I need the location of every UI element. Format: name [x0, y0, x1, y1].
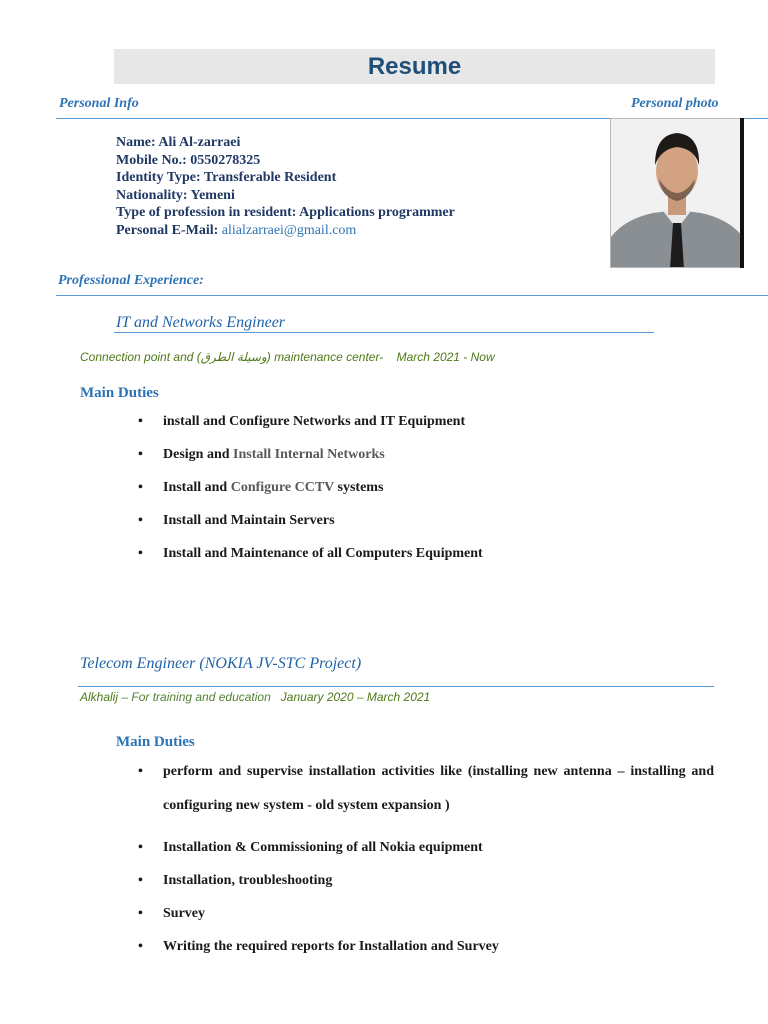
profession-line: Type of profession in resident: Applications programmer	[116, 205, 455, 220]
duty-text: Installation, troubleshooting	[163, 873, 333, 888]
duty-text: Install and	[163, 480, 231, 495]
company-part: – For training and education	[118, 690, 271, 704]
job-underline	[78, 686, 714, 687]
job-underline	[114, 332, 654, 333]
title-bar	[114, 49, 715, 84]
company-part: Alkhalij	[80, 690, 119, 704]
personal-info-label: Personal Info	[59, 96, 139, 111]
list-item	[163, 939, 714, 955]
job-period-1: March 2021 - Now	[396, 350, 495, 364]
person-avatar-icon	[611, 119, 742, 268]
mobile-line: Mobile No.: 0550278325	[116, 152, 261, 168]
photo-border-bar	[740, 118, 744, 268]
job-period-2: January 2020 – March 2021	[280, 690, 431, 704]
list-item	[163, 840, 714, 856]
email-label: Personal E-Mail:	[116, 222, 222, 238]
duty-text: Writing the required reports for Installation and Survey	[163, 939, 499, 954]
duty-text: systems	[334, 480, 384, 495]
main-duties-heading-1: Main Duties	[80, 385, 159, 401]
company-arabic: وسيلة الطرق	[200, 350, 267, 364]
duty-text: Design and	[163, 447, 234, 462]
duty-text: Survey	[163, 906, 205, 921]
list-item	[163, 513, 723, 529]
company-part: ) maintenance center-	[266, 350, 384, 364]
duty-text-grey: Configure CCTV	[230, 480, 335, 495]
duty-text: Installation & Commissioning of all Nokia equipment	[163, 840, 483, 855]
profile-photo	[610, 118, 742, 268]
email-line	[116, 222, 455, 240]
list-item	[163, 447, 723, 463]
job-title-1: IT and Networks Engineer	[116, 314, 286, 331]
name-line: Name: Ali Al-zarraei	[116, 135, 241, 150]
email-link[interactable]: alialzarraei@gmail.com	[221, 222, 357, 238]
main-duties-heading-2: Main Duties	[116, 734, 195, 750]
list-item	[163, 480, 723, 496]
job-title-2: Telecom Engineer (NOKIA JV-STC Project)	[80, 655, 362, 672]
list-item	[163, 906, 714, 922]
list-item	[163, 546, 723, 562]
professional-experience-label: Professional Experience:	[58, 273, 204, 288]
list-item	[163, 873, 714, 889]
duty-text: Install and Maintain Servers	[163, 513, 335, 528]
list-item	[163, 755, 714, 823]
page-title: Resume	[367, 53, 462, 80]
job-company-2	[80, 690, 430, 704]
duty-text: install and Configure Networks and IT Equipment	[163, 414, 466, 429]
nationality-line: Nationality: Yemeni	[116, 187, 235, 203]
personal-details	[116, 134, 455, 239]
identity-line: Identity Type: Transferable Resident	[116, 170, 337, 185]
duty-text: perform and supervise installation activities like (installing new antenna – installing and configuring new system - old system expansion )	[163, 764, 714, 813]
personal-photo-label: Personal photo	[631, 96, 719, 111]
duty-text-grey: Install Internal Networks	[233, 447, 385, 462]
duty-text: Install and Maintenance of all Computers Equipment	[163, 546, 483, 561]
job-company-1	[80, 350, 495, 364]
duties-list-2	[163, 763, 714, 955]
company-part: Connection point and (	[80, 350, 201, 364]
list-item	[163, 414, 723, 430]
divider	[56, 295, 768, 296]
duties-list-1	[163, 414, 723, 562]
